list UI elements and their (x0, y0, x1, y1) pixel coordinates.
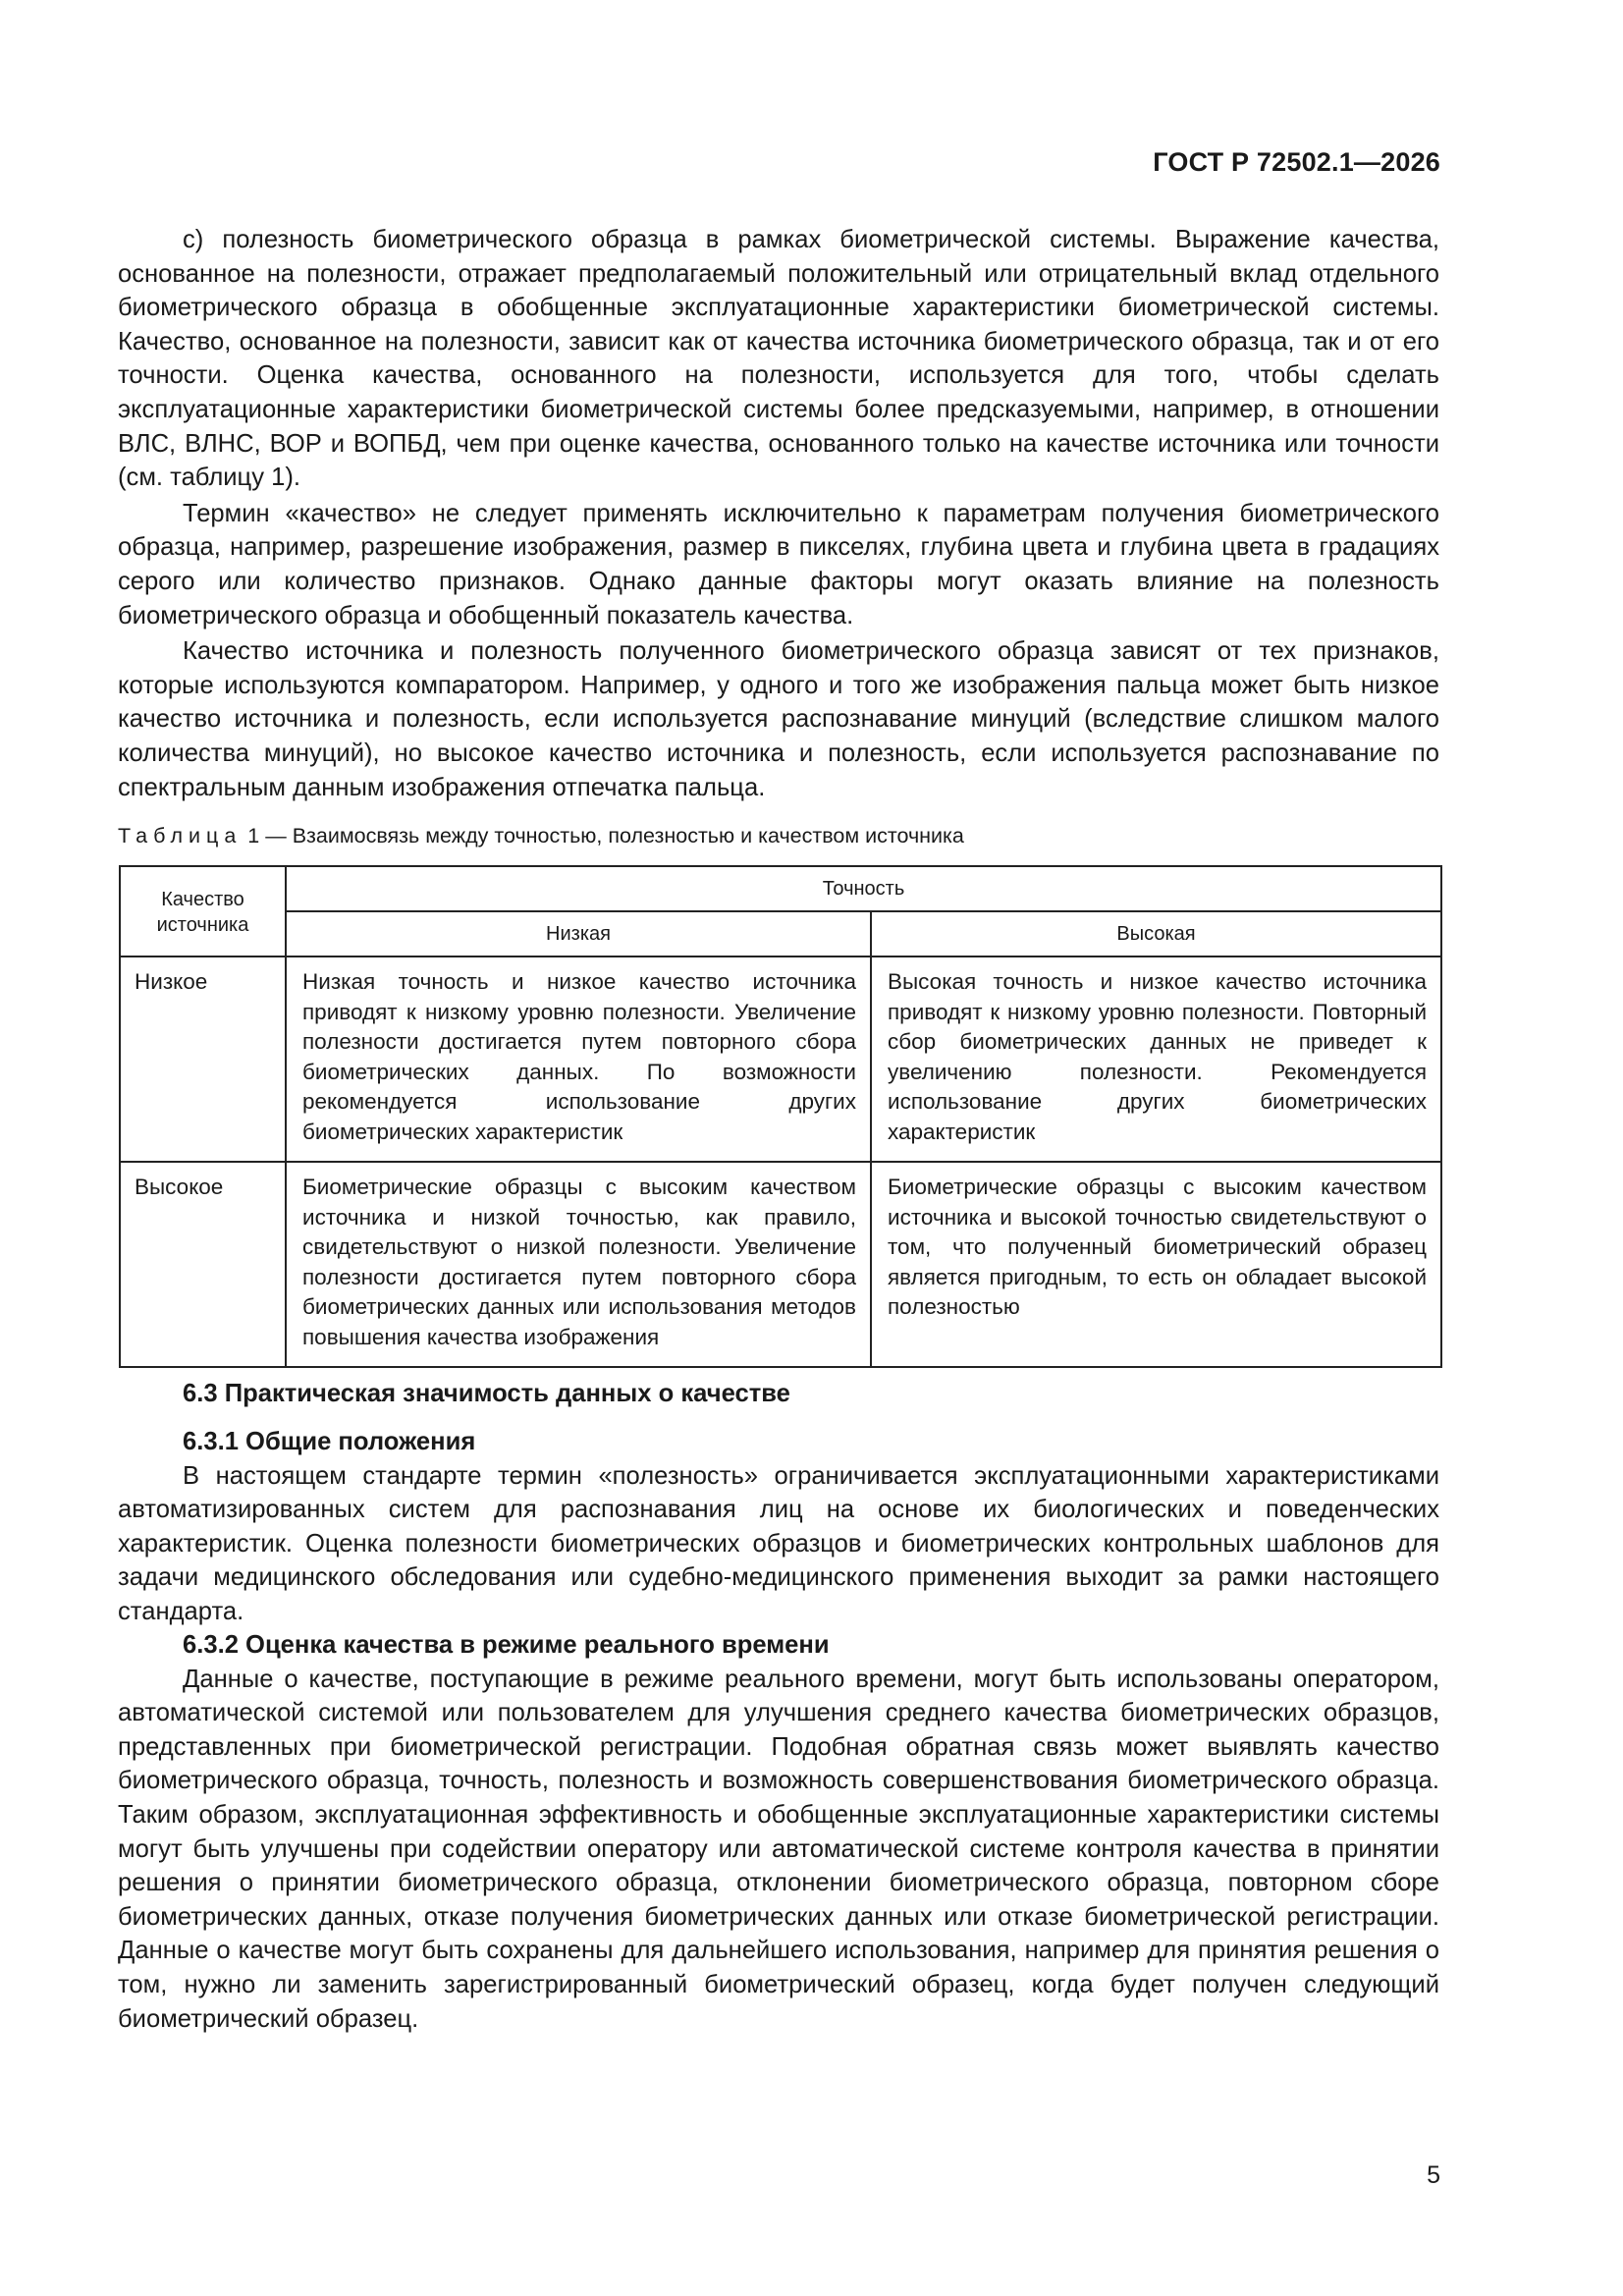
table-row (120, 1162, 1441, 1367)
table-header-row (120, 866, 1441, 911)
header-accuracy: Точность (286, 866, 1441, 911)
table-caption-text: 1 — Взаимосвязь между точностью, полезностью и качеством источника (247, 824, 964, 847)
section-6-3 (118, 1377, 1439, 1411)
header-low: Низкая (286, 911, 871, 957)
row-low-accuracy-cell: Низкая точность и низкое качество источника приводят к низкому уровню полезности. Увеличение полезности достигается путем повторного сбора биометрических данных. По возможности рекомендуется использование других биометрических характеристик (286, 957, 871, 1162)
paragraph-quality-term: Термин «качество» не следует применять исключительно к параметрам получения биометрического образца, например, разрешение изображения, размер в пикселях, глубина цвета и глубина цвета в градациях серого или количество признаков. Однако данные факторы могут оказать влияние на полезность биометрического образца и обобщенный показатель качества. (118, 499, 1439, 629)
section-6-3-2 (118, 1628, 1439, 2036)
row-high-accuracy-cell: Высокая точность и низкое качество источника приводят к низкому уровню полезности. Повторный сбор биометрических данных не приведет к увеличению полезности. Рекомендуется использование других биометрических характеристик (871, 957, 1441, 1162)
section-6-3-1-text: В настоящем стандарте термин «полезность» ограничивается эксплуатационными характеристиками автоматизированных систем для распознавания лиц на основе их биологических и поведенческих характеристик. Оценка полезности биометрических образцов и биометрических контрольных шаблонов для задачи медицинского обследования или судебно-медицинского применения выходит за рамки настоящего стандарта. (118, 1461, 1439, 1625)
document-code: ГОСТ Р 72502.1—2026 (1153, 147, 1440, 177)
accuracy-utility-table (119, 865, 1442, 1368)
row-low-accuracy-cell: Биометрические образцы с высоким качеством источника и низкой точностью, как правило, свидетельствуют о низкой полезности. Увеличение полезности достигается путем повторного сбора биометрических данных или использования методов повышения качества изображения (286, 1162, 871, 1367)
page-number: 5 (1427, 2161, 1440, 2189)
table-row (120, 957, 1441, 1162)
intro-text (118, 223, 1439, 804)
paragraph-source-quality: Качество источника и полезность полученного биометрического образца зависят от тех признаков, которые используются компаратором. Например, у одного и того же изображения пальца может быть низкое качество источника и полезность, если используется распознавание минуций (вследствие слишком малого количества минуций), но высокое качество источника и полезность, если используется распознавание по спектральным данным изображения отпечатка пальца. (118, 637, 1439, 801)
section-6-3-1 (118, 1425, 1439, 1629)
row-quality-label: Низкое (120, 957, 286, 1162)
row-high-accuracy-cell: Биометрические образцы с высоким качеством источника и высокой точностью свидетельствуют о том, что полученный биометрический образец является пригодным, то есть он обладает высокой полезностью (871, 1162, 1441, 1367)
section-6-3-1-heading: 6.3.1 Общие положения (183, 1428, 476, 1455)
header-high: Высокая (871, 911, 1441, 957)
table-subheader-row (120, 911, 1441, 957)
table-caption-label: Таблица (118, 824, 243, 847)
table-caption (118, 821, 964, 850)
section-6-3-2-text: Данные о качестве, поступающие в режиме реального времени, могут быть использованы оператором, автоматической системой или пользователем для улучшения среднего качества биометрических образцов, представленных при биометрической регистрации. Подобная обратная связь может выявлять качество биометрического образца, точность, полезность и возможность совершенствования биометрического образца. Таким образом, эксплуатационная эффективность и обобщенные эксплуатационные характеристики системы могут быть улучшены при содействии оператору или автоматической системе контроля качества в принятии решения о принятии биометрического образца, отклонении биометрического образца, повторном сборе биометрических данных, отказе получения биометрических данных или отказе биометрической регистрации. Данные о качестве могут быть сохранены для дальнейшего использования, например для принятия решения о том, нужно ли заменить зарегистрированный биометрический образец, когда будет получен следующий биометрический образец. (118, 1665, 1439, 2033)
paragraph-c-utility: c) полезность биометрического образца в рамках биометрической системы. Выражение качества, основанное на полезности, отражает предполагаемый положительный или отрицательный вклад отдельного биометрического образца в обобщенные эксплуатационные характеристики биометрической системы. Качество, основанное на полезности, зависит как от качества источника биометрического образца, так и от его точности. Оценка качества, основанного на полезности, используется для того, чтобы сделать эксплуатационные характеристики биометрической системы более предсказуемыми, например, в отношении ВЛС, ВЛНС, ВОР и ВОПБД, чем при оценке качества, основанного только на качестве источника или точности (см. таблицу 1). (118, 226, 1439, 492)
section-6-3-2-heading: 6.3.2 Оценка качества в режиме реального времени (183, 1631, 830, 1659)
header-source-quality: Качество источника (120, 866, 286, 957)
section-6-3-heading: 6.3 Практическая значимость данных о качестве (183, 1380, 790, 1407)
row-quality-label: Высокое (120, 1162, 286, 1367)
